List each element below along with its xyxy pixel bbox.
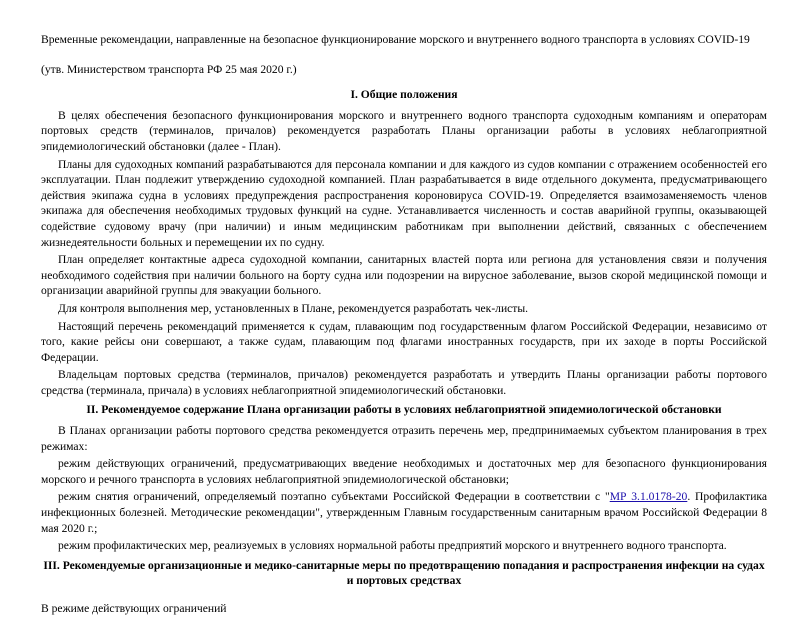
section-2-heading: II. Рекомендуемое содержание Плана организации работы в условиях неблагоприятной эпидемиологической обстановки	[86, 403, 722, 417]
section-1-paragraph: План определяет контактные адреса судоходной компании, санитарных властей порта или региона для установления связи и получения необходимого содействия при наличии больного на борту судна или подозрении на вирусное заболевание, вызов скорой медицинской помощи и организации аварийной группы для эвакуации больного.	[41, 253, 767, 298]
document-title: Временные рекомендации, направленные на безопасное функционирование морского и внутреннего водного транспорта в условиях COVID-19	[41, 33, 750, 46]
section-2-paragraph	[41, 489, 767, 536]
section-3-heading: III. Рекомендуемые организационные и медико-санитарные меры по предотвращению попадания и распространения инфекции на судах и портовых средствах	[43, 558, 765, 588]
approval-note: (утв. Министерством транспорта РФ 25 мая 2020 г.)	[41, 62, 297, 76]
section-1-paragraph: Настоящий перечень рекомендаций применяется к судам, плавающим под государственным флагом Российской Федерации, независимо от того, какие рейсы они совершают, а также судам, плавающим под флагами иностранных государств, при их заходе в порты Российской Федерации.	[41, 319, 767, 364]
section-1-paragraph: В целях обеспечения безопасного функционирования морского и внутреннего водного транспорта судоходным компаниям и операторам портовых средств (терминалов, причалов) рекомендуется разработать Планы организации работы в условиях неблагоприятной эпидемиологический обстановки (далее - План).	[41, 108, 767, 153]
section-3-paragraph: В режиме действующих ограничений	[41, 602, 227, 615]
section-1-paragraph: Владельцам портовых средства (терминалов, причалов) рекомендуется разработать и утвердить Планы организации работы портового средства (терминала, причала) в условиях неблагоприятной эпидемиологический обстановки.	[41, 368, 767, 397]
section-2-paragraph: режим действующих ограничений, предусматривающих введение необходимых и достаточных мер для безопасного функционирования морского и речного транспорта в условиях неблагоприятной эпидемиологической обстановки;	[41, 457, 767, 486]
methodical-recommendations-link[interactable]: МР 3.1.0178-20	[609, 490, 688, 504]
section-1-paragraph: Планы для судоходных компаний разрабатываются для персонала компании и для каждого из судов компании с отражением особенностей его эксплуатации. План подлежит утверждению судоходной компанией. План разрабатывается в виде отдельного документа, предусматривающего действия экипажа судна в условиях предупреждения распространения короновируса COVID-19. Определяется взаимозаменяемость членов экипажа для обеспечения необходимых трудовых функций на судне. Устанавливается численность и состав аварийной группы, оказывающей содействие судовому врачу (при наличии) и иным медицинским работникам при выполнении действий, связанных с обеспечением жизнедеятельности больных и перемещении их по судну.	[41, 157, 767, 249]
section-1-heading: I. Общие положения	[350, 88, 458, 102]
paragraph-text: . Профилактика инфекционных болезней. Методические рекомендации", утвержденным Главным государственным санитарным врачом Российской Федерации 8 мая 2020 г.;	[41, 490, 768, 535]
document-page	[41, 32, 767, 619]
section-2-paragraph: режим профилактических мер, реализуемых в условиях нормальной работы предприятий морского и внутреннего водного транспорта.	[58, 539, 727, 553]
paragraph-text: режим снятия ограничений, определяемый поэтапно субъектами Российской Федерации в соответствии с "	[58, 490, 610, 504]
section-2-paragraph: В Планах организации работы портового средства рекомендуется отразить перечень мер, предпринимаемых субъектом планирования в трех режимах:	[41, 424, 767, 453]
section-1-paragraph: Для контроля выполнения мер, установленных в Плане, рекомендуется разработать чек-листы.	[58, 301, 529, 315]
